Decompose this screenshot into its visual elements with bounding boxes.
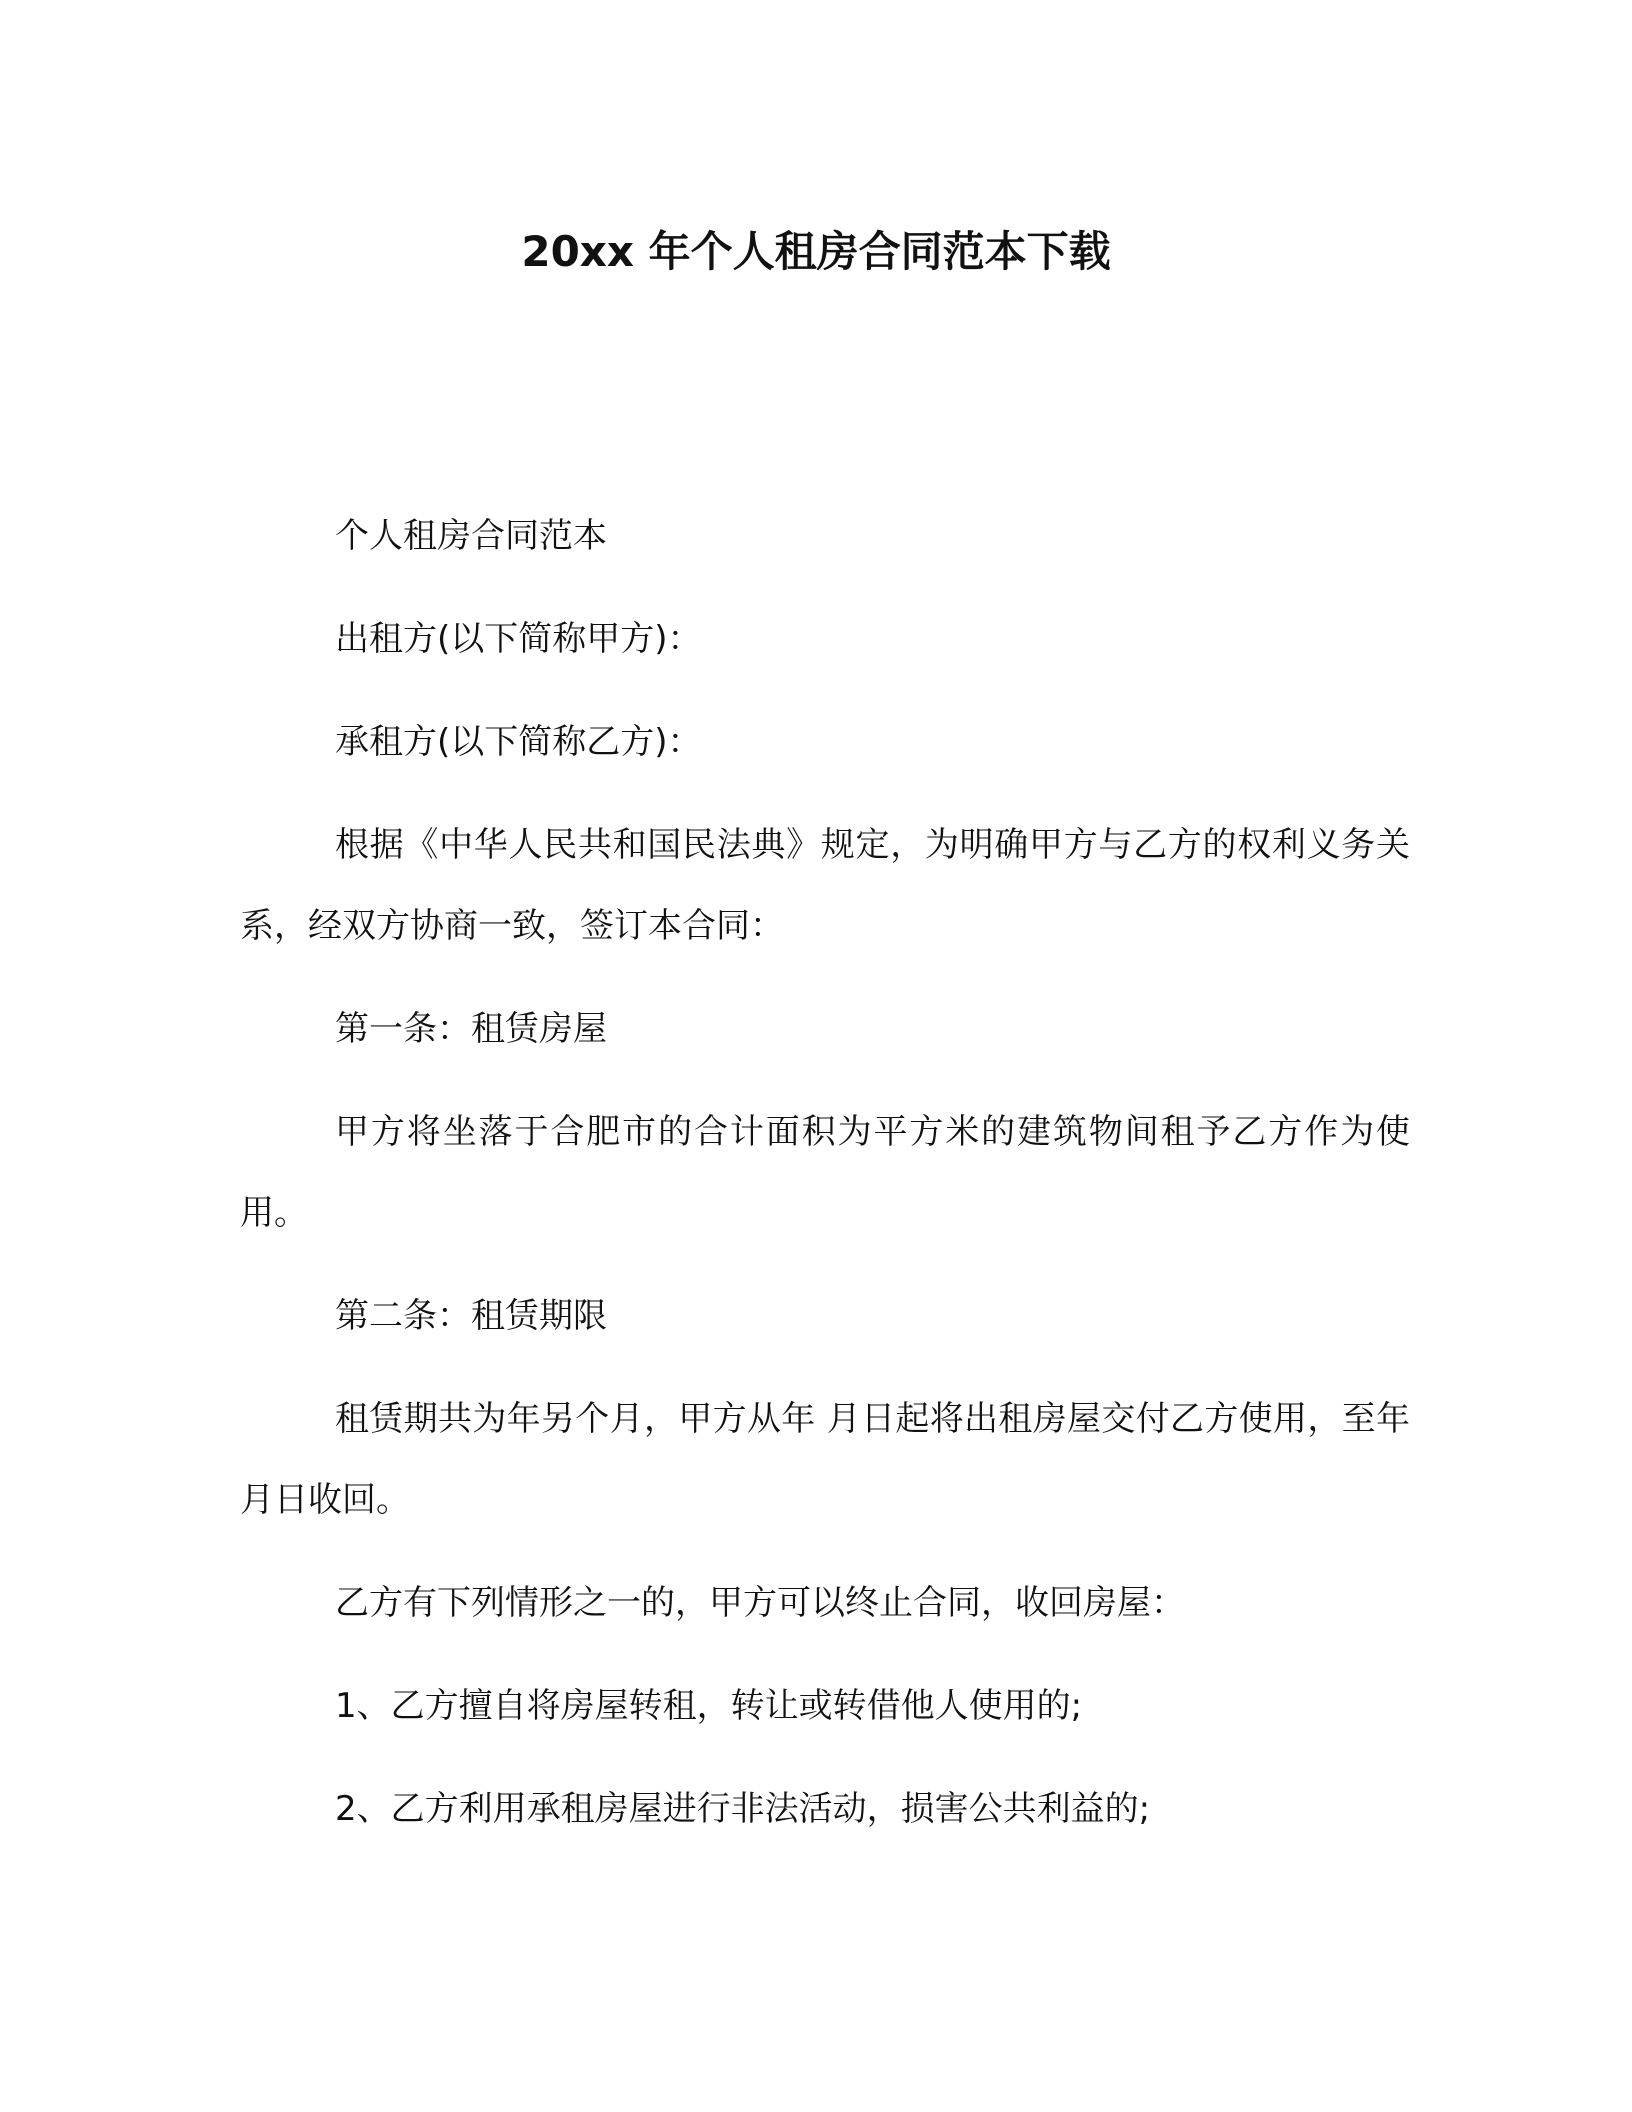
paragraph-lessor: 出租方(以下简称甲方)：: [335, 619, 702, 659]
paragraph-lessee: 承租方(以下简称乙方)：: [335, 722, 702, 762]
paragraph-termination-item-1: 1、乙方擅自将房屋转租，转让或转借他人使用的;: [335, 1686, 1083, 1726]
paragraph-article-1-title: 第一条：租赁房屋: [335, 1009, 607, 1049]
document-title: 20xx 年个人租房合同范本下载: [521, 227, 1111, 276]
paragraph-contract-heading: 个人租房合同范本: [335, 516, 607, 556]
paragraph-article-2-title: 第二条：租赁期限: [335, 1296, 607, 1336]
paragraph-termination-intro: 乙方有下列情形之一的，甲方可以终止合同，收回房屋：: [335, 1583, 1185, 1623]
paragraph-article-1-body: 甲方将坐落于合肥市的合计面积为平方米的建筑物间租予乙方作为使用。: [240, 1112, 1410, 1233]
paragraph-basis: 根据《中华人民共和国民法典》规定，为明确甲方与乙方的权利义务关系，经双方协商一致，签订本合同：: [240, 825, 1410, 946]
paragraph-article-2-body: 租赁期共为年另个月，甲方从年 月日起将出租房屋交付乙方使用，至年 月日收回。: [240, 1399, 1410, 1520]
document-body: [240, 496, 1410, 1872]
paragraph-termination-item-2: 2、乙方利用承租房屋进行非法活动，损害公共利益的;: [335, 1789, 1151, 1829]
